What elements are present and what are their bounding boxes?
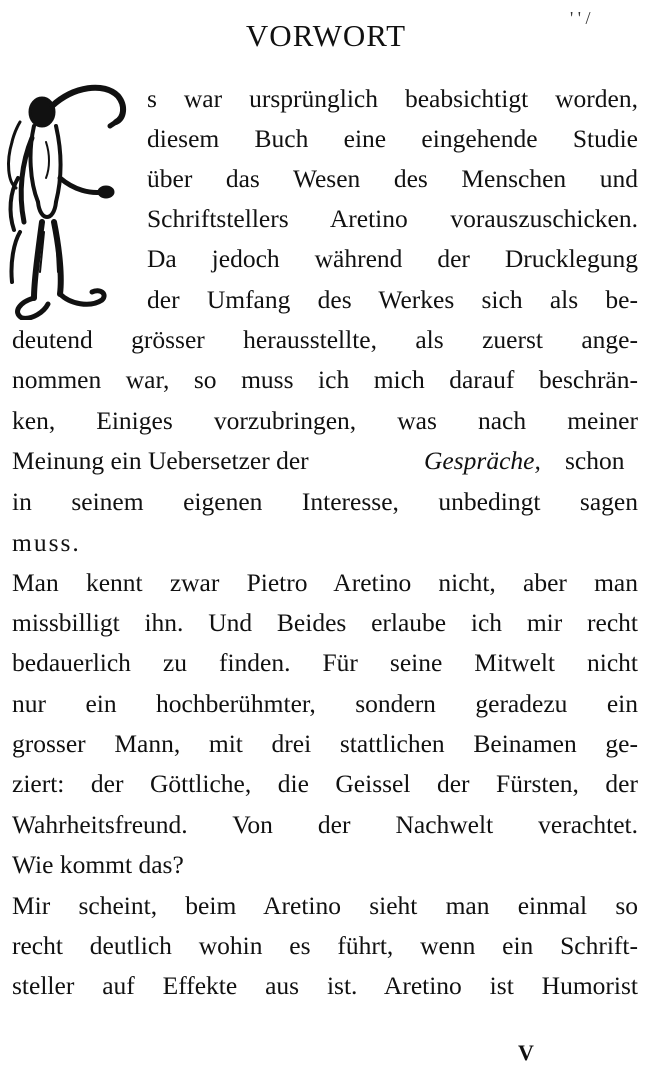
text-line: bedauerlich zu finden. Für seine Mitwelt nicht <box>12 648 638 677</box>
text-line: Schriftstellers Aretino vorauszuschicken. <box>147 204 638 233</box>
italic-title-gesprache: Gespräche, <box>424 446 541 475</box>
text-line: Meinung ein Uebersetzer der <box>12 446 309 475</box>
text-line: s war ursprünglich beabsichtigt worden, <box>147 84 638 113</box>
text-line: Da jedoch während der Drucklegung <box>147 244 638 273</box>
text-line: Mir scheint, beim Aretino sieht man einmal so <box>12 891 638 920</box>
text-line: Wie kommt das? <box>12 850 184 879</box>
text-line: recht deutlich wohin es führt, wenn ein Schrift- <box>12 931 638 960</box>
text-line: ken, Einiges vorzubringen, was nach meiner <box>12 406 638 435</box>
page-number: V <box>518 1040 534 1065</box>
text-line: steller auf Effekte aus ist. Aretino ist Humorist <box>12 971 638 1000</box>
text-line: diesem Buch eine eingehende Studie <box>147 124 638 153</box>
text-line: Wahrheitsfreund. Von der Nachwelt verachtet. <box>12 810 638 839</box>
text-line: Man kennt zwar Pietro Aretino nicht, aber man <box>12 568 638 597</box>
text-line: nommen war, so muss ich mich darauf beschrän- <box>12 365 638 394</box>
text-line: der Umfang des Werkes sich als be- <box>147 285 638 314</box>
text-line: ziert: der Göttliche, die Geissel der Fürsten, der <box>12 769 638 798</box>
text-line: deutend grösser herausstellte, als zuerst ange- <box>12 325 638 354</box>
page-title: VORWORT <box>245 18 407 53</box>
decorated-initial-e-illustration <box>4 82 142 320</box>
corner-mark: ' ' / <box>570 8 591 28</box>
text-line: schon <box>565 446 625 475</box>
text-line: muss. <box>12 528 81 557</box>
text-line: grosser Mann, mit drei stattlichen Beinamen ge- <box>12 729 638 758</box>
text-line: missbilligt ihn. Und Beides erlaube ich mir recht <box>12 608 638 637</box>
text-line: in seinem eigenen Interesse, unbedingt sagen <box>12 487 638 516</box>
text-line: nur ein hochberühmter, sondern geradezu ein <box>12 689 638 718</box>
text-line: über das Wesen des Menschen und <box>147 164 638 193</box>
